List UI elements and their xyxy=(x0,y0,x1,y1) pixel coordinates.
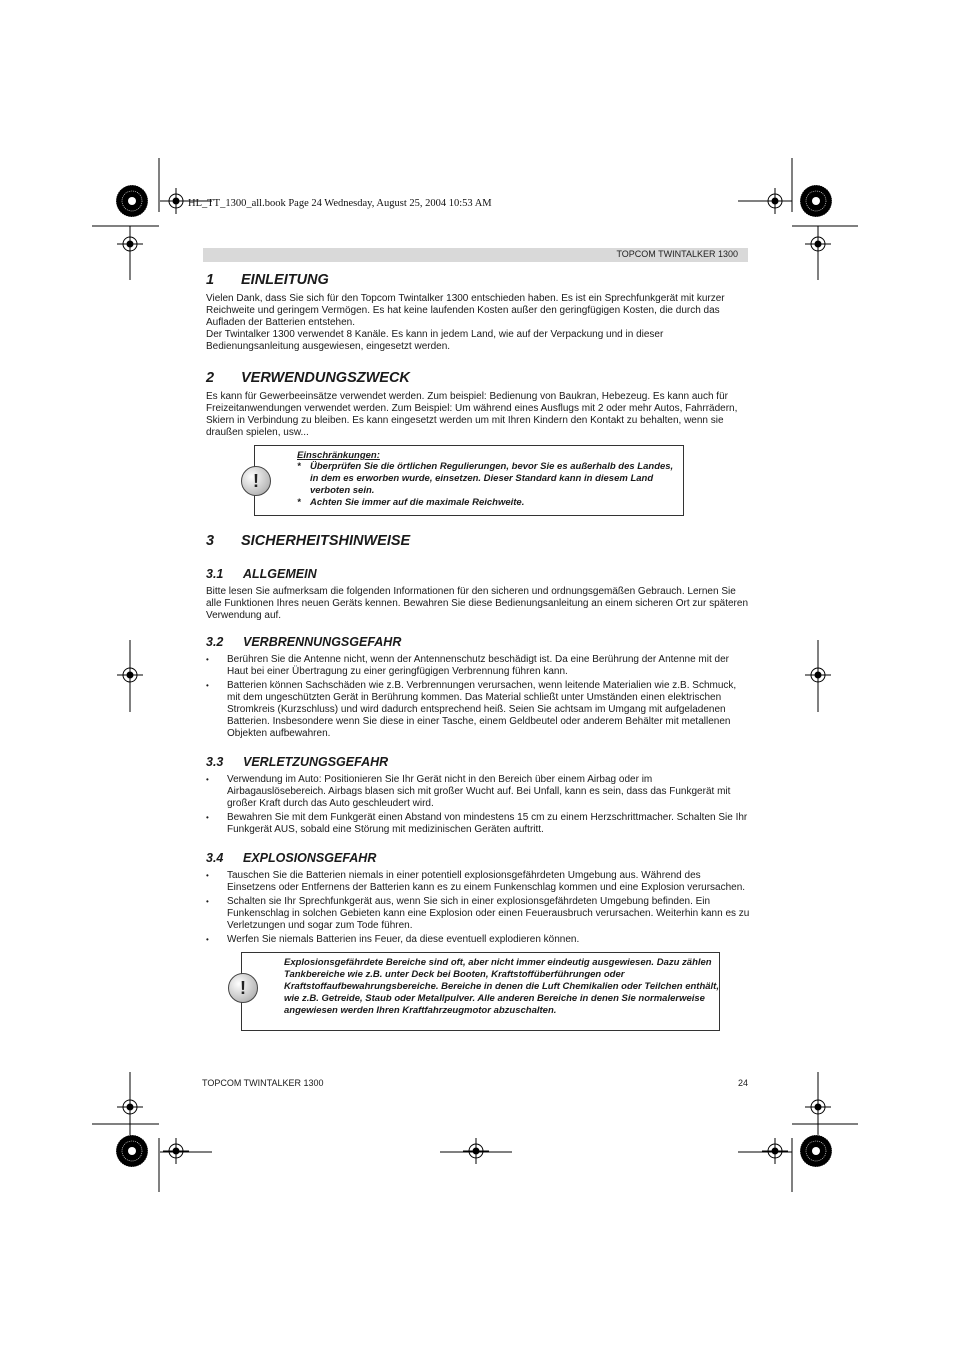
list-item: • Berühren Sie die Antenne nicht, wenn der Antennenschutz beschädigt ist. Da eine Berührung der Antenne mit der Haut bei einer Übertragung zu einer geringfügigen Verbrennung führen kann. xyxy=(206,654,751,678)
page-content xyxy=(206,272,751,1031)
list-item: • Werfen Sie niemals Batterien ins Feuer, da diese eventuell explodieren können. xyxy=(206,934,751,946)
injury-hazard-list xyxy=(206,774,751,836)
restriction-item: * Achten Sie immer auf die maximale Reichweite. xyxy=(297,497,525,508)
restriction-item: * Überprüfen Sie die örtlichen Regulierungen, bevor Sie es außerhalb des Landes, in dem es erworben wurde, einsetzen. Dieser Standard kann in diesem Land verboten sein. xyxy=(297,461,674,496)
list-item: • Verwendung im Auto: Positionieren Sie Ihr Gerät nicht in den Bereich über einem Airbag oder im Airbagauslösebereich. Airbags blasen sich mit großer Wucht auf. Bei Unfall, kann es sein, dass das Funkgerät mit großer Kraft durch das Auto geschleudert wird. xyxy=(206,774,751,810)
section-1-heading: 1 EINLEITUNG xyxy=(206,272,329,288)
subsection-3-3-heading: 3.3 VERLETZUNGSGEFAHR xyxy=(206,755,389,769)
subsection-3-2-heading: 3.2 VERBRENNUNGSGEFAHR xyxy=(206,635,402,649)
section-1-paragraph-1: Vielen Dank, dass Sie sich für den Topcom Twintalker 1300 entschieden haben. Es ist ein Sprechfunkgerät mit kurzer Reichweite und geringem Vermögen. Es hat keine laufenden Kosten außer den geringfügigen Kosten, die durch das Aufladen der Batterien entstehen. xyxy=(206,293,725,328)
restrictions-title: Einschränkungen: xyxy=(297,450,380,461)
burn-hazard-list xyxy=(206,654,751,740)
explosion-note-box xyxy=(241,952,720,1031)
section-1-paragraph-2: Der Twintalker 1300 verwendet 8 Kanäle. Es kann in jedem Land, wie auf der Verpackung und in dieser Bedienungsanleitung ausgewiesen, eingesetzt werden. xyxy=(206,329,664,352)
warning-icon: ! xyxy=(228,973,258,1003)
list-item: • Batterien können Sachschäden wie z.B. Verbrennungen verursachen, wenn leitende Materialien wie z.B. Schmuck, mit dem ungeschützten Gerät in Berührung kommen. Das Material schließt unter Umständen einen elektrischen Stromkreis (Kurzschluss) und wird dadurch entsprechend heiß. Seien Sie achtsam im Umgang mit aufgeladenen Batterien. Insbesondere wenn Sie diese in einer Tasche, einem Geldbeutel oder anderem Behälter mit metallenen Objekten aufbewahren. xyxy=(206,680,751,740)
subsection-3-4-heading: 3.4 EXPLOSIONSGEFAHR xyxy=(206,851,377,865)
subsection-3-1-paragraph: Bitte lesen Sie aufmerksam die folgenden Informationen für den sicheren und ordnungsgemäßen Gebrauch. Lernen Sie alle Funktionen Ihres neuen Geräts kennen. Bewahren Sie diese Bedienungsanleitung an einem sicheren Ort zur späteren Verwendung auf. xyxy=(206,586,749,621)
restrictions-note-box xyxy=(254,445,684,516)
footer-product-name: TOPCOM TWINTALKER 1300 xyxy=(202,1078,324,1088)
page-number: 24 xyxy=(738,1078,749,1088)
header-bar xyxy=(203,248,748,262)
explosion-note-text: Explosionsgefährdete Bereiche sind oft, aber nicht immer eindeutig ausgewiesen. Dazu zählen Tankbereiche wie z.B. unter Deck bei Booten, Kraftstoffüberführungen oder Kraftstoffaufbewahrungsbereiche. Bereiche in denen die Luft Chemikalien oder Teilchen enthält, wie z.B. Getreide, Staub oder Metallpulver. Alle anderen Bereiche in denen Sie normalerweise angewiesen werden Ihren Kraftfahrzeugmotor abzuschalten. xyxy=(284,957,719,1016)
list-item: • Schalten sie Ihr Sprechfunkgerät aus, wenn Sie sich in einer explosionsgefährdeten Umgebung befinden. Ein Funkenschlag in solchen Gebieten kann eine Explosion oder einen Feuerausbruch verursachen. Weiterhin kann es zu Verletzungen und sogar zum Tode führen. xyxy=(206,896,751,932)
section-3-heading: 3 SICHERHEITSHINWEISE xyxy=(206,533,411,549)
subsection-3-1-heading: 3.1 ALLGEMEIN xyxy=(206,567,317,581)
warning-icon: ! xyxy=(241,466,271,496)
section-2-heading: 2 VERWENDUNGSZWECK xyxy=(206,370,410,386)
list-item: • Tauschen Sie die Batterien niemals in einer potentiell explosionsgefährdeten Umgebung aus. Während des Einsetzens oder Entfernens der Batterien kann es zu einem Funkenschlag kommen und eine Explosion verursachen. xyxy=(206,870,751,894)
print-info-line: HL_TT_1300_all.book Page 24 Wednesday, August 25, 2004 10:53 AM xyxy=(188,198,492,209)
explosion-hazard-list xyxy=(206,870,751,946)
section-2-paragraph: Es kann für Gewerbeeinsätze verwendet werden. Zum beispiel: Bedienung von Baukran, Hebezeug. Es kann auch für Freizeitanwendungen verwendet werden. Zum Beispiel: Um während eines Ausflugs mit 2 oder mehr Autos, Fahrrädern, Skiern in Verbindung zu bleiben. Es kann eingesetzt werden um mit Ihren Kindern den Kontakt zu behalten, wenn sie draußen spielen, usw... xyxy=(206,391,738,438)
list-item: • Bewahren Sie mit dem Funkgerät einen Abstand von mindestens 15 cm zu einem Herzschrittmacher. Schalten Sie Ihr Funkgerät AUS, sobald eine Störung mit medizinischen Geräten auftritt. xyxy=(206,812,751,836)
header-product-name: TOPCOM TWINTALKER 1300 xyxy=(616,249,738,259)
